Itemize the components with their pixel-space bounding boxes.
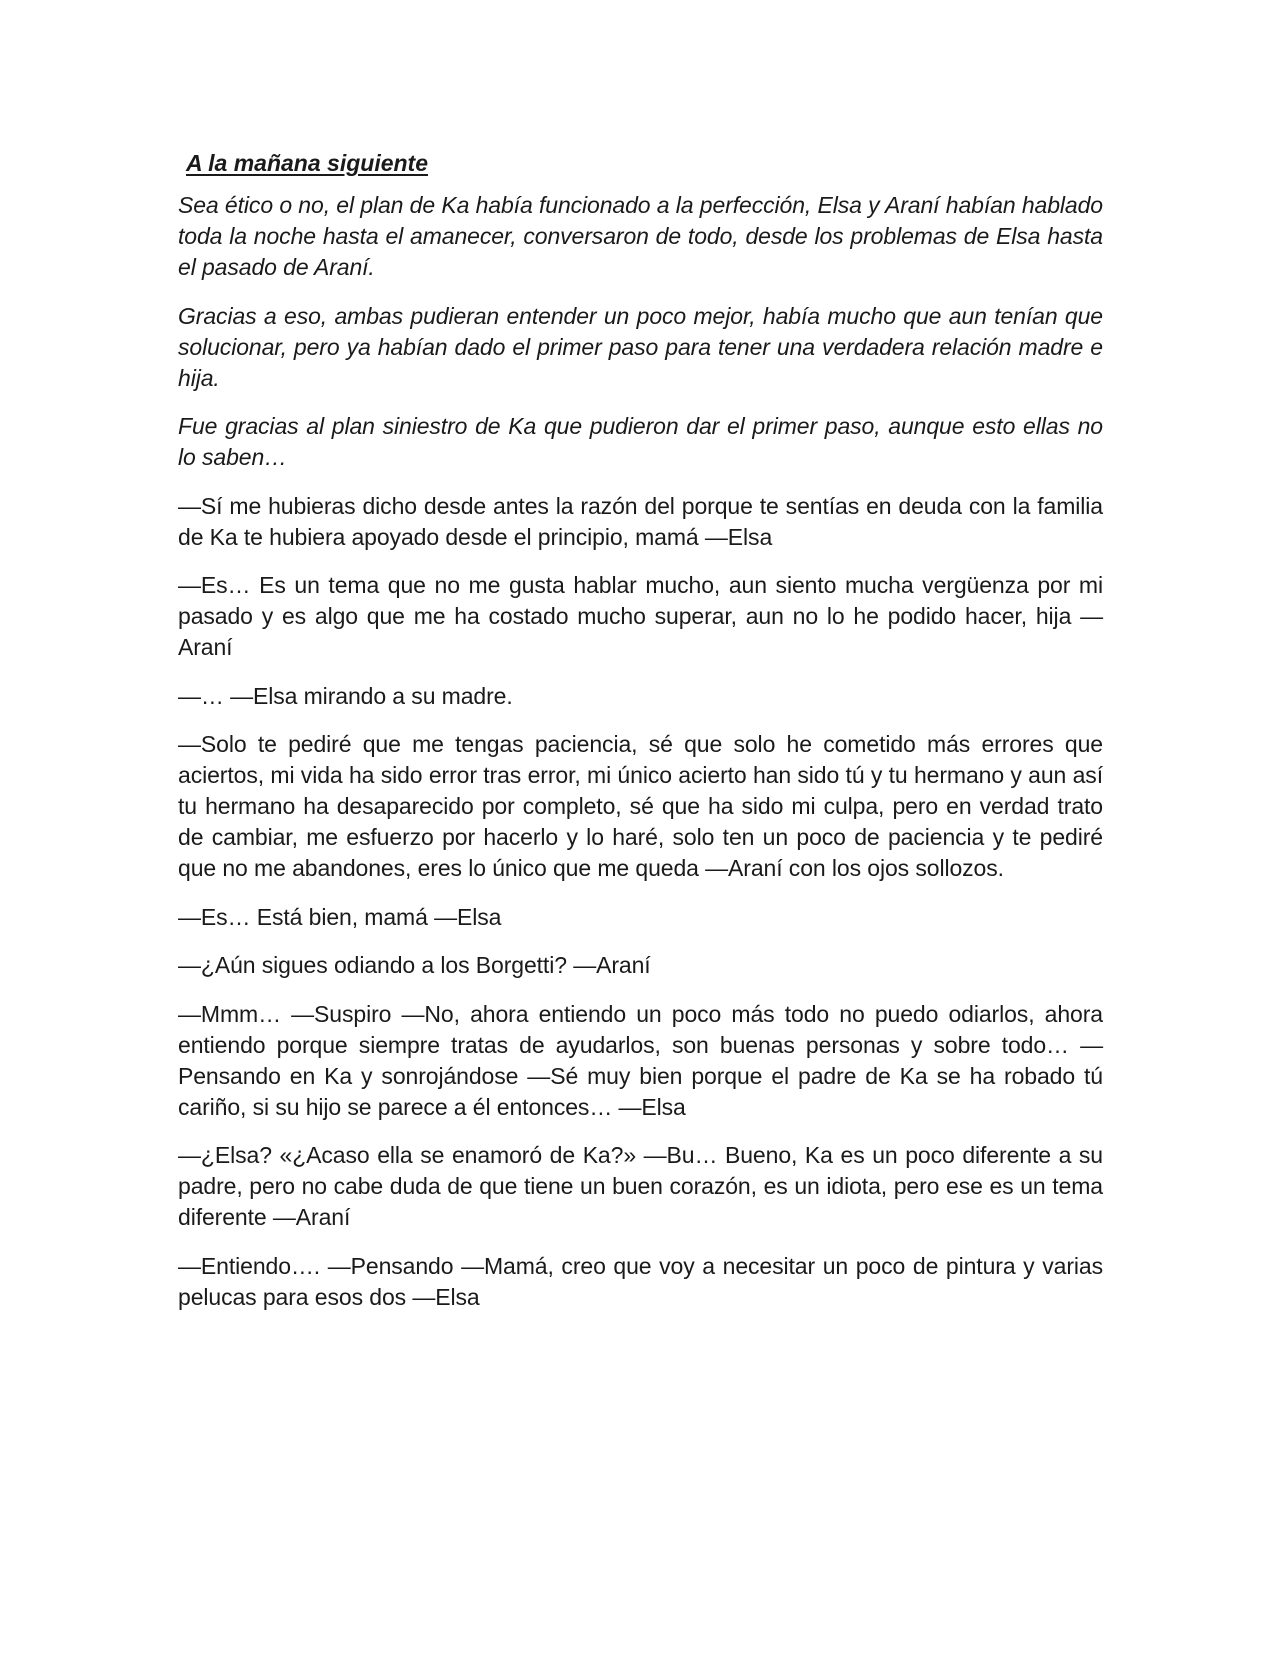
dialogue-paragraph: —Mmm… —Suspiro —No, ahora entiendo un poco más todo no puedo odiarlos, ahora entiendo porque siempre tratas de ayudarlos, son buenas personas y sobre todo… —Pensando en Ka y sonrojándose —Sé muy bien porque el padre de Ka se ha robado tú cariño, si su hijo se parece a él entonces… —Elsa xyxy=(178,1000,1103,1120)
dialogue-paragraph: —Solo te pediré que me tengas paciencia, sé que solo he cometido más errores que aciertos, mi vida ha sido error tras error, mi único acierto han sido tú y tu hermano y aun así tu hermano ha desaparecido por completo, sé que ha sido mi culpa, pero en verdad trato de cambiar, me esfuerzo por hacerlo y lo haré, solo ten un poco de paciencia y te pediré que no me abandones, eres lo único que me queda —Araní con los ojos sollozos. xyxy=(178,731,1103,881)
chapter-heading: A la mañana siguiente xyxy=(186,150,428,176)
dialogue-paragraph: —¿Aún sigues odiando a los Borgetti? —Araní xyxy=(178,952,651,978)
narration-paragraph: Fue gracias al plan siniestro de Ka que pudieron dar el primer paso, aunque esto ellas no lo saben… xyxy=(178,413,1103,470)
dialogue-paragraph: —Es… Es un tema que no me gusta hablar mucho, aun siento mucha vergüenza por mi pasado y es algo que me ha costado mucho superar, aun no lo he podido hacer, hija —Araní xyxy=(178,572,1103,660)
narration-paragraph: Sea ético o no, el plan de Ka había funcionado a la perfección, Elsa y Araní habían hablado toda la noche hasta el amanecer, conversaron de todo, desde los problemas de Elsa hasta el pasado de Araní. xyxy=(178,192,1103,280)
dialogue-paragraph: —Sí me hubieras dicho desde antes la razón del porque te sentías en deuda con la familia de Ka te hubiera apoyado desde el principio, mamá —Elsa xyxy=(178,492,1103,550)
document-page xyxy=(178,146,1103,1330)
dialogue-paragraph: —¿Elsa? «¿Acaso ella se enamoró de Ka?» —Bu… Bueno, Ka es un poco diferente a su padre, pero no cabe duda de que tiene un buen corazón, es un idiota, pero ese es un tema diferente —Araní xyxy=(178,1142,1103,1230)
narration-paragraph: Gracias a eso, ambas pudieran entender un poco mejor, había mucho que aun tenían que solucionar, pero ya habían dado el primer paso para tener una verdadera relación madre e hija. xyxy=(178,302,1103,391)
dialogue-paragraph: —Es… Está bien, mamá —Elsa xyxy=(178,903,502,930)
dialogue-paragraph: —Entiendo…. —Pensando —Mamá, creo que voy a necesitar un poco de pintura y varias pelucas para esos dos —Elsa xyxy=(178,1252,1103,1310)
dialogue-paragraph: —… —Elsa mirando a su madre. xyxy=(178,682,513,709)
